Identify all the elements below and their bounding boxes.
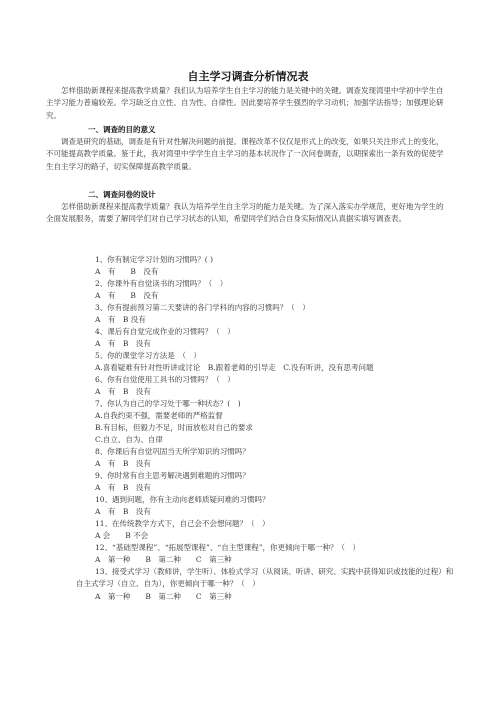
intro-paragraph: 怎样借助新课程来提高教学质量？我们认为培养学生自主学习的能力是关键中的关键。调查发现湾里中学初中学生自主学习能力普遍较差。学习缺乏自立性、自为性、自律性。因此要培养学生强烈的学习动机；加强学法指导；加强理论研究。	[46, 86, 444, 120]
question-13: 13、接受式学习（教师讲，学生听）、体验式学习（从阅读、听讲、研究、实践中获得知识或技能的过程）和自主式学习（自立、自为），你更倾向于哪一种？（ ）	[76, 567, 454, 589]
section-purpose-body: 调查是研究的基础，调查是有针对性解决问题的前提。课程改革不仅仅是形式上的改变，如果只关注形式上的变化，不可能提高教学质量。鉴于此，我对湾里中学学生自主学习的基本状况作了一次问卷调查，以期探索出一条有效的促使学生自主学习的路子，切实保障提高教学质量。	[46, 137, 444, 171]
page-title: 自主学习调查分析情况表	[187, 70, 309, 83]
question-line: 10、遇到问题，你有主动向老师质疑问难的习惯吗？	[95, 495, 270, 504]
answer-line: A 有 B 没有	[95, 339, 151, 348]
question-line: 9、你时常有自主思考解决遇到难题的习惯吗？	[95, 471, 250, 480]
answer-line: A.喜看疑难有针对性听讲或讨论 B.跟着老师的引导走 C.没有听讲，没有思考问题	[95, 363, 374, 372]
question-line: 6、你有自觉使用工具书的习惯吗？（ ）	[95, 375, 235, 384]
answer-line: A 有 B 没有	[95, 387, 151, 396]
answer-line: A 有 B 没有	[95, 507, 151, 516]
section-heading-design: 二、调查问卷的设计	[88, 190, 156, 199]
question-line: 5、你的课堂学习方法是 （ ）	[95, 351, 202, 360]
answer-line: B.有目标，但毅力不足，时而放松对自己的要求	[95, 423, 253, 432]
question-line: 12、“基础型课程”、“拓展型课程”、“自主型课程”，你更倾向于哪一种？（ ）	[95, 543, 361, 552]
answer-line: A 有 B 没有	[95, 483, 151, 492]
answer-line: A 会 B 不会	[95, 531, 149, 540]
question-line: 11、在传统教学方式下，自己会不会想问题？（ ）	[95, 519, 270, 528]
section-design-body: 怎样借助新课程来提高教学质量？我认为培养学生自主学习的能力是关键。为了深入落实办学规范，更好地为学生的全面发展服务，需要了解同学们对自己学习状态的认知，希望同学们结合自身实际情况认真据实填写调查表。	[46, 202, 444, 224]
question-line: 7、你认为自己的学习处于哪一种状态？( )	[95, 399, 241, 408]
question-line: 3、你有提前预习第二天要讲的各门学科的内容的习惯吗？（ ）	[95, 303, 310, 312]
answer-line: A 第一种 B 第二种 C 第三种	[95, 555, 232, 564]
answer-line: A 第一种 B 第二种 C 第三种	[95, 592, 232, 601]
question-line: 4、课后有自觉完成作业的习惯吗？（ ）	[95, 327, 235, 336]
section-heading-purpose: 一、调查的目的意义	[88, 125, 156, 134]
answer-line: A 有 B 没有	[95, 459, 151, 468]
answer-line: A 有 B 没有	[95, 315, 146, 324]
answer-line: A 有 B 没有	[95, 267, 159, 276]
question-line: 8、你课后有自觉巩固当天所学知识的习惯吗？	[95, 447, 250, 456]
question-line: 1、你有制定学习计划的习惯吗？( )	[95, 255, 214, 264]
answer-line: C.自立、自为、自律	[95, 435, 163, 444]
answer-line: A.自我约束不强，需要老师的严格监督	[95, 411, 223, 420]
question-line: 2、你课外有自觉读书的习惯吗？（ ）	[95, 279, 228, 288]
answer-line: A 有 B 没有	[95, 291, 159, 300]
